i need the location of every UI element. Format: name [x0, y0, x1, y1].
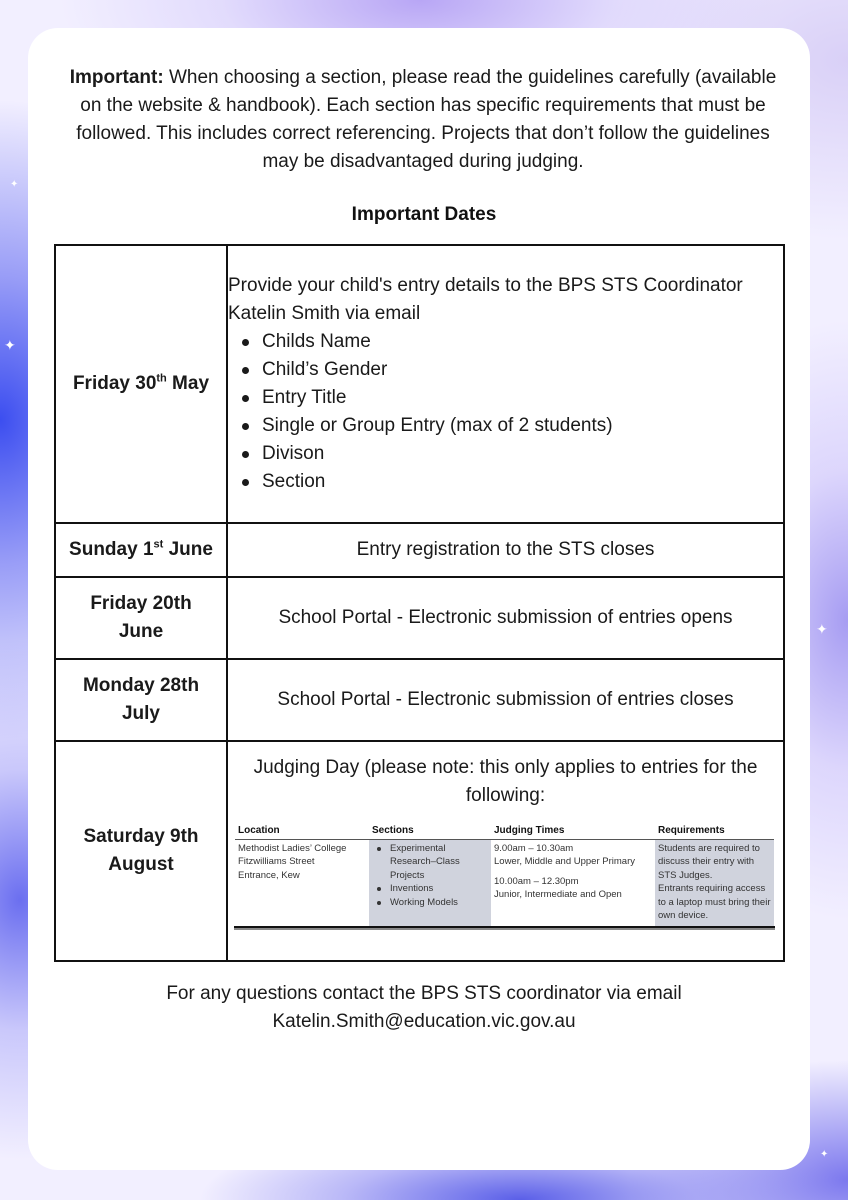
- sections-cell: [369, 839, 491, 927]
- list-item: Single or Group Entry (max of 2 students): [262, 412, 783, 440]
- table-header-row: [235, 824, 774, 839]
- list-item: Inventions: [390, 882, 488, 896]
- table-row: [235, 839, 774, 927]
- sparkle-decoration: ✦: [10, 179, 19, 190]
- contact-email[interactable]: Katelin.Smith@education.vic.gov.au: [272, 1011, 576, 1032]
- dates-heading: Important Dates: [351, 204, 497, 225]
- times-cell: 9.00am – 10.30am Lower, Middle and Upper Primary 10.00am – 12.30pm Junior, Intermediate and Open: [494, 842, 635, 900]
- table-rule: [235, 927, 774, 929]
- judging-details-table: [234, 824, 775, 930]
- entry-details-text: Provide your child's entry details to the BPS STS Coordinator Katelin Smith via email: [228, 275, 743, 324]
- table-row: [55, 245, 784, 523]
- description-cell: School Portal - Electronic submission of entries closes: [227, 659, 784, 741]
- column-header: Requirements: [655, 824, 774, 839]
- notice-text: When choosing a section, please read the guidelines carefully (available on the website & handbook). Each section has specific requirements that must be followed. This includes correct referencing. Projects that don’t follow the guidelines may be disadvantaged during judging.: [76, 67, 777, 172]
- sparkle-decoration: ✦: [816, 621, 828, 637]
- requirements-cell: Students are required to discuss their entry with STS Judges. Entrants requiring access to a laptop must bring their own device.: [655, 839, 774, 927]
- sparkle-decoration: ✦: [820, 1149, 829, 1160]
- date-cell: Monday 28th July: [55, 659, 227, 741]
- sparkle-decoration: ✦: [4, 337, 16, 353]
- content-card: [28, 28, 810, 1170]
- column-header: Location: [235, 824, 369, 839]
- table-row: [55, 659, 784, 741]
- contact-info: [28, 980, 820, 1036]
- entry-details-list: [228, 328, 783, 496]
- location-cell: Methodist Ladies’ College Fitzwilliams Street Entrance, Kew: [238, 842, 347, 881]
- column-header: Sections: [369, 824, 491, 839]
- list-item: Section: [262, 468, 783, 496]
- description-cell: [227, 741, 784, 961]
- table-row: [55, 577, 784, 659]
- list-item: Childs Name: [262, 328, 783, 356]
- notice-lead: Important:: [69, 67, 164, 88]
- judging-day-text: Judging Day (please note: this only applies to entries for the following:: [253, 757, 758, 806]
- important-notice: [58, 64, 788, 176]
- list-item: Working Models: [390, 896, 488, 910]
- date-cell: Friday 20th June: [55, 577, 227, 659]
- date-cell: Sunday 1st June: [55, 523, 227, 577]
- important-dates-table: [54, 244, 785, 962]
- description-cell: [227, 245, 784, 523]
- list-item: Child’s Gender: [262, 356, 783, 384]
- contact-text: For any questions contact the BPS STS coordinator via email: [166, 983, 682, 1004]
- sections-list: [372, 842, 488, 910]
- description-cell: School Portal - Electronic submission of entries opens: [227, 577, 784, 659]
- date-cell: Saturday 9th August: [55, 741, 227, 961]
- column-header: Judging Times: [491, 824, 655, 839]
- table-row: [55, 523, 784, 577]
- list-item: Experimental Research–Class Projects: [390, 842, 488, 883]
- list-item: Entry Title: [262, 384, 783, 412]
- list-item: Divison: [262, 440, 783, 468]
- table-row: [55, 741, 784, 961]
- description-cell: Entry registration to the STS closes: [227, 523, 784, 577]
- date-cell: Friday 30th May: [55, 245, 227, 523]
